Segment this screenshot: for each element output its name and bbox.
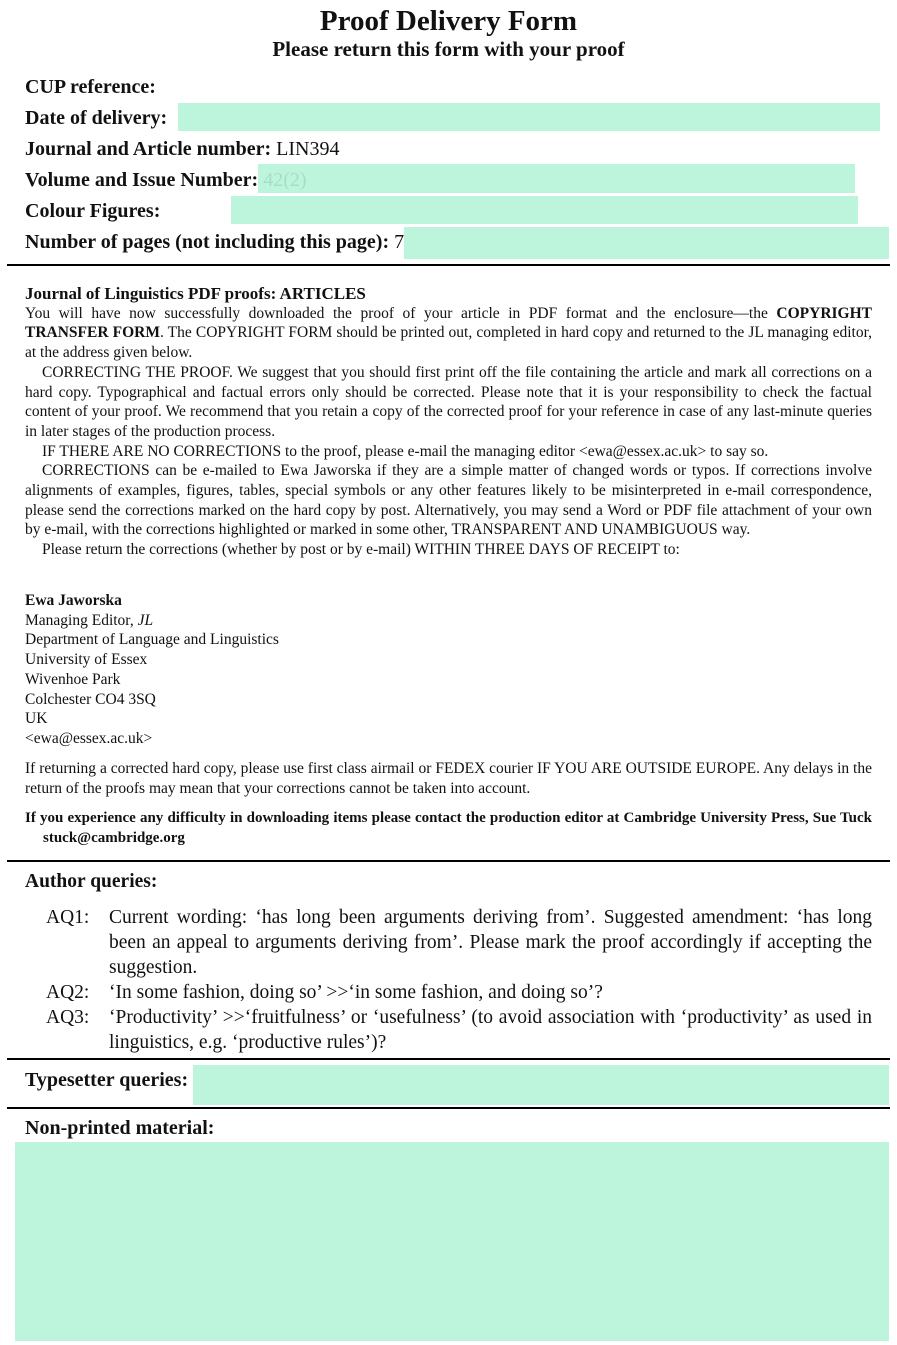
corrections-email-paragraph: CORRECTIONS can be e-mailed to Ewa Jaworska if they are a simple matter of changed words or typos. If corrections involve alignments of examples, figures, tables, special symbols or any other features likely to be misinterpreted in e-mail correspondence, please send the corrections marked on the hard copy by post. Alternatively, you may send a Word or PDF file attachment of your own by e-mail, with the corrections highlighted or marked in some other, TRANSPARENT AND UNAMBIGUOUS way.: [25, 462, 872, 539]
volume-issue-value: 42(2): [263, 169, 307, 191]
journal-article-number-label: Journal and Article number:: [25, 138, 272, 160]
editor-address: [25, 591, 279, 749]
no-corrections-paragraph: IF THERE ARE NO CORRECTIONS to the proof, please e-mail the managing editor <ewa@essex.ac.uk> to say so.: [42, 442, 769, 460]
author-queries-heading: Author queries:: [25, 871, 158, 892]
colour-figures-label: Colour Figures:: [25, 200, 161, 222]
editor-email[interactable]: <ewa@essex.ac.uk>: [25, 729, 153, 747]
number-of-pages-label: Number of pages (not including this page):: [25, 231, 390, 253]
date-of-delivery-label: Date of delivery:: [25, 107, 168, 129]
instructions-text: . The COPYRIGHT FORM should be printed out, completed in hard copy and returned to the JL managing editor, at the address given below.: [25, 324, 872, 362]
instructions-text: You will have now successfully downloaded the proof of your article in PDF format and the enclosure—the: [25, 304, 777, 322]
query-id: AQ3:: [46, 1007, 90, 1028]
instructions-heading: Journal of Linguistics PDF proofs: ARTICLES: [25, 284, 366, 303]
query-text: ‘In some fashion, doing so’ >>‘in some fashion, and doing so’?: [109, 982, 603, 1003]
copyright-form-emphasis: COPYRIGHT TRANSFER FORM: [25, 304, 872, 342]
non-printed-material-label: Non-printed material:: [25, 1117, 215, 1139]
editor-role-text: Managing Editor,: [25, 611, 138, 629]
number-of-pages-field[interactable]: [404, 227, 889, 259]
editor-role: [25, 611, 279, 631]
editor-department: Department of Language and Linguistics: [25, 631, 279, 649]
divider: [7, 1058, 890, 1060]
divider: [7, 1107, 890, 1109]
typesetter-queries-label: Typesetter queries:: [25, 1069, 189, 1091]
correcting-proof-paragraph: CORRECTING THE PROOF. We suggest that you should first print off the file containing the article and mark all corrections on a hard copy. Typographical and factual errors only should be corrected. Please note that it is your responsibility to check the factual content of your proof. We recommend that you retain a copy of the corrected proof for your reference in case of any last-minute queries in later stages of the production process.: [25, 363, 872, 440]
non-printed-material-field[interactable]: [15, 1142, 889, 1341]
contact-email[interactable]: stuck@cambridge.org: [43, 829, 185, 846]
return-deadline-paragraph: Please return the corrections (whether by post or by e-mail) WITHIN THREE DAYS OF RECEIPT to:: [42, 541, 680, 559]
volume-issue-label: Volume and Issue Number:: [25, 169, 259, 191]
volume-issue-field[interactable]: [258, 164, 855, 193]
date-of-delivery-field[interactable]: [178, 103, 880, 131]
divider: [7, 860, 890, 862]
typesetter-queries-field[interactable]: [193, 1065, 889, 1105]
cup-reference-label: CUP reference:: [25, 76, 156, 98]
airmail-note: If returning a corrected hard copy, please use first class airmail or FEDEX courier IF YOU ARE OUTSIDE EUROPE. Any delays in the return of the proofs may mean that your corrections cannot be taken into account.: [25, 760, 872, 797]
editor-park: Wivenhoe Park: [25, 670, 121, 688]
contact-note: [25, 809, 872, 848]
query-text: ‘Productivity’ >>‘fruitfulness’ or ‘usefulness’ (to avoid association with ‘productivity’ as used in linguistics, e.g. ‘productive rules’)?: [109, 1007, 872, 1053]
number-of-pages-row: [25, 231, 404, 254]
editor-country: UK: [25, 710, 48, 728]
query-id: AQ2:: [46, 982, 90, 1003]
journal-article-number-value: LIN394: [276, 138, 340, 160]
query-text: Current wording: ‘has long been arguments deriving from’. Suggested amendment: ‘has long been an appeal to arguments deriving from’. Please mark the proof accordingly if accepting the suggestion.: [109, 907, 872, 978]
editor-city: Colchester CO4 3SQ: [25, 690, 156, 708]
contact-text: If you experience any difficulty in downloading items please contact the production editor at Cambridge University Press, Sue Tuck: [25, 810, 872, 826]
editor-role-journal: JL: [137, 611, 154, 629]
divider: [7, 264, 890, 266]
instructions-section: [25, 284, 872, 560]
query-id: AQ1:: [46, 907, 90, 928]
editor-name: Ewa Jaworska: [25, 592, 122, 609]
editor-university: University of Essex: [25, 651, 148, 669]
instructions-paragraph: [25, 304, 872, 363]
form-title: Proof Delivery Form: [319, 5, 578, 37]
volume-issue-row: [25, 169, 307, 192]
colour-figures-field[interactable]: [231, 196, 858, 224]
number-of-pages-value: 7: [394, 231, 405, 253]
form-subtitle: Please return this form with your proof: [272, 37, 625, 61]
journal-article-row: [25, 138, 339, 161]
